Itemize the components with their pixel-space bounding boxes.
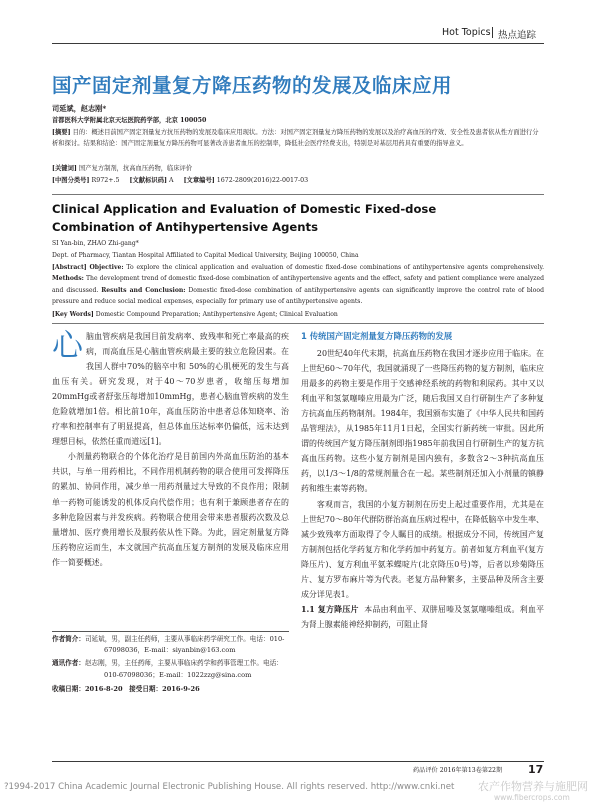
methods-label: Methods: (52, 275, 84, 283)
abstract-cn-text: 目的：概述目前国产固定剂量复方抗压药物的发展及临床应用现状。方法：对国产固定剂量复方降压药物的发展以及治疗高血压的疗效、安全性及患者依从性方面进行分析和探讨。结果和结论：国产固定剂量复方降压药物可显著改善患者血压的控制率，降低社会医疗经费支出，特别是对基层用药具有重要的指导意义。 (52, 129, 539, 148)
doc-code-value: A (169, 177, 174, 184)
keywords-en-text: Domestic Compound Preparation; Antihypertensive Agent; Clinical Evaluation (95, 311, 338, 318)
section1-paragraph-1: 20世纪40年代末期，抗高血压药物在我国才逐步应用于临床。在上世纪60～70年代，我国就涌现了一些降压药物的复方制剂，临床应用最多的药物主要是作用于交感神经系统的药物和利尿药。其中又以利血平和氢氯噻嗪应用最为广泛，随后我国又自行研制生产了多种复方抗高血压药物制剂。1984年，我国颁布实施了《中华人民共和国药品管理法》，从1985年11月1日起，全国实行新药统一审批。因此所谓的传统国产复方降压制剂即指1985年前我国自行研制生产的复方抗高血压药物。这些小复方制剂是国内独有，多数含2～3种抗高血压药，以1/3～1/8的常规剂量合在一起。某些制剂还加入小剂量的镇静药和维生素等药物。 (301, 349, 544, 494)
keywords-cn-text: 国产复方制剂，抗高血压药物，临床评价 (78, 165, 193, 172)
left-column (52, 329, 289, 570)
authors-en: SI Yan-bin, ZHAO Zhi-gang* (52, 240, 139, 247)
subsection-1-1-text: 本品由利血平、双肼屈嗪及氢氯噻嗪组成。利血平为肾上腺素能神经抑制药，可阻止肾 (301, 604, 545, 629)
intro-paragraph-1: 脑血管疾病是我国目前发病率、致残率和死亡率最高的疾病，而高血压是心脑血管疾病最主要的独立危险因素。在我国人群中70%的脑卒中和 50%的心肌梗死的发生与高血压有关。研究发现，对于40～70岁患者，收缩压每增加20mmHg或者舒张压每增加10mmHg，患者心脑血管疾病的发生危险就增加1倍。相比前10年，高血压防治中患者总体知晓率、治疗率和控制率有了明显提高，但总体血压达标率仍偏低，远未达到理想目标，依然任重而道远[1]。 (52, 332, 289, 447)
abstract-en-label: [Abstract] (52, 264, 87, 271)
authors-cn: 司延斌，赵志刚* (52, 104, 107, 113)
article-no-label: [文章编号] (183, 177, 215, 184)
author-bio-label: 作者简介： (52, 635, 85, 643)
corr-author-text: 赵志刚，男，主任药师，主要从事临床药学和药事管理工作。电话：010-67098036；E-mail：1022zzg@sina.com (84, 659, 283, 679)
section1-paragraph-2: 客观而言，我国的小复方制剂在历史上起过重要作用，尤其是在上世纪70～80年代群防群治高血压病过程中，在降低脑卒中发生率、减少致残率方面取得了令人瞩目的成绩。根据成分不同，传统国产复方制剂包括化学药复方和化学药加中药复方。前者如复方利血平(复方降压片)、复方利血平氨苯蝶啶片(北京降压0号)等，后者以珍菊降压片、复方罗布麻片等为代表。老复方品种繁多，主要品种及所含主要成分详见表1。 (301, 499, 544, 599)
objective-label: Objective: (89, 264, 124, 271)
abstract-cn (52, 127, 544, 150)
results-label: Results and Conclusion: (101, 286, 186, 294)
watermark-cn: 农产作物营养与施肥网 (478, 780, 588, 793)
footer-rule (52, 761, 544, 762)
article-no-value: 1672-2809(2016)22-0017-03 (216, 177, 309, 184)
column-label-cn: 热点追踪 (498, 30, 537, 41)
keywords-en-label: [Key Words] (52, 311, 94, 318)
header-rule (52, 43, 544, 44)
section-rule-2 (52, 323, 544, 324)
abstract-cn-label: [摘要] (52, 129, 71, 136)
drop-cap: 心 (52, 328, 83, 364)
watermark-url: www.fibercrops.com (494, 793, 570, 802)
section-rule-1 (52, 194, 544, 195)
keywords-en (52, 309, 338, 320)
classification-line (52, 175, 308, 186)
doc-code-label: [文献标识码] (129, 177, 167, 184)
clc-label: [中图分类号] (52, 177, 90, 184)
author-bio-text: 司延斌，男，副主任药师，主要从事临床药学研究工作。电话：010-67098036，E-mail：siyanbin@163.com (84, 635, 285, 655)
clc-value: R972+.5 (91, 177, 120, 184)
subsection-1-1-heading: 1.1 复方降压片 (301, 604, 359, 614)
footnote-rule-top (52, 631, 289, 632)
copyright-line: ?1994-2017 China Academic Journal Electronic Publishing House. All rights reserved. http://www.cnki.net (4, 782, 455, 792)
right-column (301, 329, 544, 632)
journal-issue: 药品评价 2016年第13卷第22期 (413, 767, 503, 774)
methods-text: The development trend of domestic fixed-dose combination of antihypertensive agents and the effect, safety and patient compliance were analyzed and discussed. (52, 275, 545, 294)
results-text: Domestic fixed-dose combination of antihypertensive agents can significantly improve the control rate of blood pressure and reduce social medical expenses, especially for primary use of antihypertensive agents. (52, 286, 544, 305)
section-heading-1: 1 传统国产固定剂量复方降压药物的发展 (301, 331, 453, 341)
affiliation-cn: 首都医科大学附属北京天坛医院药学部，北京 100050 (52, 117, 207, 124)
page-number: 17 (528, 763, 544, 776)
footnote-box (52, 634, 289, 695)
abstract-en (52, 262, 544, 307)
corr-author-label: 通讯作者： (52, 659, 85, 668)
affiliation-en: Dept. of Pharmacy, Tiantan Hospital Affiliated to Capital Medical University, Beijing 100050, China (52, 252, 359, 259)
article-title-en: Clinical Application and Evaluation of Domestic Fixed-dose Combination of Antihypertensive Agents (52, 202, 437, 234)
objective-text: To explore the clinical application and evaluation of domestic fixed-dose combinations of antihypertensive agents comprehensively. (126, 264, 545, 271)
column-label-en: Hot Topics (442, 27, 491, 38)
header-divider (492, 27, 493, 38)
article-title-cn: 国产固定剂量复方降压药物的发展及临床应用 (52, 74, 453, 97)
received-dates: 收稿日期：2016-8-20 接受日期：2016-9-26 (52, 684, 200, 693)
keywords-cn (52, 163, 544, 174)
intro-paragraph-2: 小剂量药物联合的个体化治疗是目前国内外高血压防治的基本共识，与单一用药相比，不同作用机制药物的联合使用可发挥降压的累加、协同作用，减少单一用药剂量过大导致的不良作用；限制单一药物可能诱发的机体反向代偿作用；也有利于兼顾患者存在的多种危险因素与并发疾病。药物联合使用会带来患者服药次数及总量增加、医疗费用增长及服药依从性下降。为此，固定剂量复方降压药物应运而生，本文就国产抗高血压复方制剂的发展及临床应用作一简要概述。 (52, 452, 289, 567)
keywords-cn-label: [关键词] (52, 165, 77, 172)
